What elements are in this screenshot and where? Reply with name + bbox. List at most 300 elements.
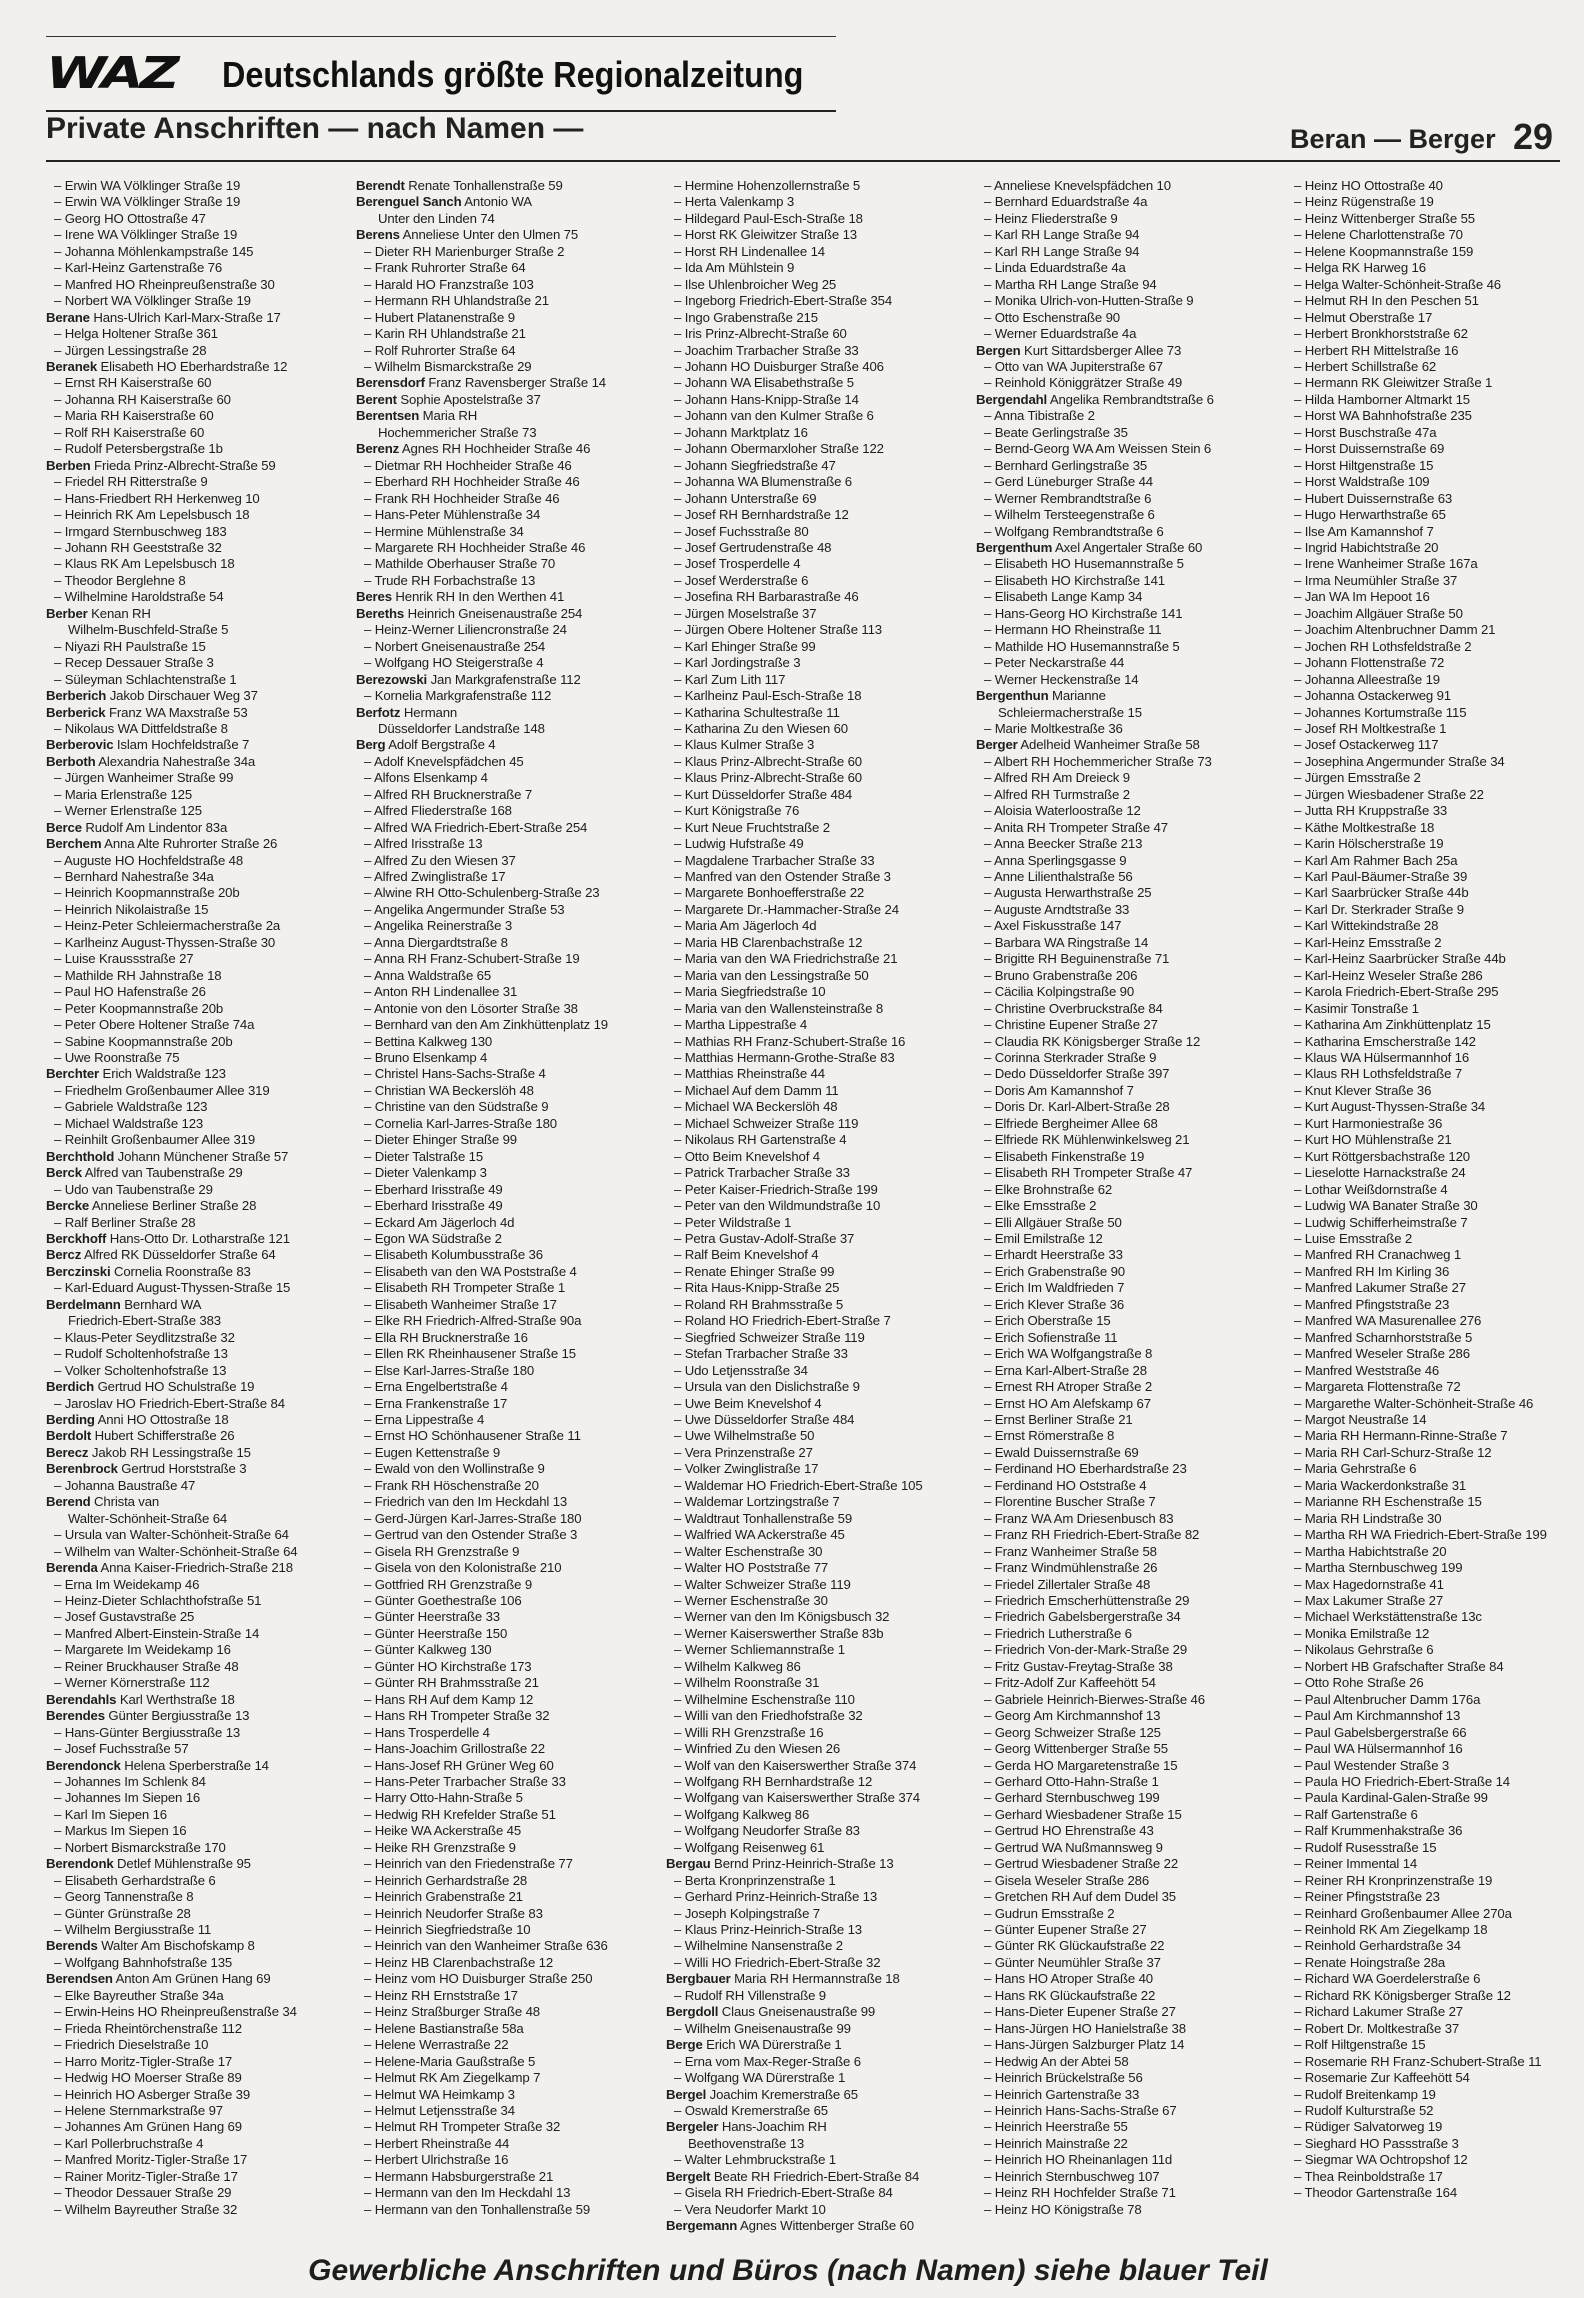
list-item: – Christine Eupener Straße 27: [976, 1017, 1274, 1033]
list-item: – Wolfgang RH Bernhardstraße 12: [666, 1774, 964, 1790]
surname-entry: Berend Christa van: [46, 1494, 160, 1510]
surname-entry: Bercz Alfred RK Düsseldorfer Straße 64: [46, 1247, 276, 1263]
list-item: – Hildegard Paul-Esch-Straße 18: [666, 211, 964, 227]
list-item: – Heinrich Grabenstraße 21: [356, 1889, 654, 1905]
entry-continuation: Wilhelm-Buschfeld-Straße 5: [68, 622, 229, 638]
list-item: – Karl Am Rahmer Bach 25a: [1286, 853, 1584, 869]
surname: Bergdoll: [666, 2004, 719, 2020]
list-item: – Christine Overbruckstraße 84: [976, 1001, 1274, 1017]
list-item: – Jaroslav HO Friedrich-Ebert-Straße 84: [46, 1396, 344, 1412]
list-item: – Gertrud van den Ostender Straße 3: [356, 1527, 654, 1543]
list-item: – Wilhelmine Eschenstraße 110: [666, 1692, 964, 1708]
surname: Bergen: [976, 342, 1021, 358]
surname-entry: Berchter Erich Waldstraße 123: [46, 1066, 226, 1082]
list-item: – Franz Wanheimer Straße 58: [976, 1544, 1274, 1560]
list-item: – Hans-Friedbert RH Herkenweg 10: [46, 491, 344, 507]
footer-note: Gewerbliche Anschriften und Büros (nach Namen) siehe blauer Teil: [308, 2254, 1268, 2287]
list-item: – Willi RH Grenzstraße 16: [666, 1725, 964, 1741]
list-item: – Bruno Elsenkamp 4: [356, 1050, 654, 1066]
list-item: – Walfried WA Ackerstraße 45: [666, 1527, 964, 1543]
list-item: – Gabriele Heinrich-Bierwes-Straße 46: [976, 1692, 1274, 1708]
list-item: – Gretchen RH Auf dem Dudel 35: [976, 1889, 1274, 1905]
surname-entry: Bergdoll Claus Gneisenaustraße 99: [666, 2004, 876, 2020]
list-item: – Werner van den Im Königsbusch 32: [666, 1609, 964, 1625]
list-item: – Christine van den Südstraße 9: [356, 1099, 654, 1115]
list-item: – Ludwig WA Banater Straße 30: [1286, 1198, 1584, 1214]
list-item: – Hermann van den Tonhallenstraße 59: [356, 2202, 654, 2218]
surname-entry: Berezowski Jan Markgrafenstraße 112: [356, 671, 581, 687]
list-item: – Wolfgang Bahnhofstraße 135: [46, 1955, 344, 1971]
list-item: – Süleyman Schlachtenstraße 1: [46, 672, 344, 688]
list-item: – Barbara WA Ringstraße 14: [976, 935, 1274, 951]
list-item: – Helmut Letjensstraße 34: [356, 2103, 654, 2119]
surname-entry: Berberovic Islam Hochfeldstraße 7: [46, 737, 250, 753]
list-item: – Matthias Hermann-Grothe-Straße 83: [666, 1050, 964, 1066]
list-item: – Heinrich Brückelstraße 56: [976, 2070, 1274, 2086]
list-item: – Antonie von den Lösorter Straße 38: [356, 1001, 654, 1017]
surname-entry: Bergelt Beate RH Friedrich-Ebert-Straße 84: [666, 2168, 920, 2184]
list-item: – Manfred Weseler Straße 286: [1286, 1346, 1584, 1362]
list-item: – Horst Hiltgenstraße 15: [1286, 458, 1584, 474]
list-item: – Kurt August-Thyssen-Straße 34: [1286, 1099, 1584, 1115]
list-item: – Hans-Peter Mühlenstraße 34: [356, 507, 654, 523]
surname: Berben: [46, 457, 91, 473]
list-item: – Erna Karl-Albert-Straße 28: [976, 1363, 1274, 1379]
list-item: – Karin RH Uhlandstraße 21: [356, 326, 654, 342]
surname-entry: Berenz Agnes RH Hochheider Straße 46: [356, 441, 591, 457]
list-item: – Emil Emilstraße 12: [976, 1231, 1274, 1247]
list-item: – Ernst Römerstraße 8: [976, 1428, 1274, 1444]
list-item: – Reiner RH Kronprinzenstraße 19: [1286, 1873, 1584, 1889]
list-item: – Gerhard Wiesbadener Straße 15: [976, 1807, 1274, 1823]
list-item: – Theodor Dessauer Straße 29: [46, 2185, 344, 2201]
list-item: – Reinhard Großenbaumer Allee 270a: [1286, 1906, 1584, 1922]
surname: Berge: [666, 2037, 703, 2053]
list-item: – Alwine RH Otto-Schulenberg-Straße 23: [356, 885, 654, 901]
list-item: – Karl Pollerbruchstraße 4: [46, 2136, 344, 2152]
list-item: – Klaus Prinz-Albrecht-Straße 60: [666, 770, 964, 786]
surname: Berendsen: [46, 1971, 113, 1987]
list-item: – Jürgen Emsstraße 2: [1286, 770, 1584, 786]
list-item: – Erwin-Heins HO Rheinpreußenstraße 34: [46, 2004, 344, 2020]
list-item: – Ilse Uhlenbroicher Weg 25: [666, 277, 964, 293]
list-item: – Josefina RH Barbarastraße 46: [666, 589, 964, 605]
list-item: – Erna Frankenstraße 17: [356, 1396, 654, 1412]
list-item: – Uwe Wilhelmstraße 50: [666, 1428, 964, 1444]
list-item: – Cäcilia Kolpingstraße 90: [976, 984, 1274, 1000]
directory-column-3: [666, 178, 964, 2234]
list-item: – Gerhard Sternbuschweg 199: [976, 1790, 1274, 1806]
list-item: – Manfred Moritz-Tigler-Straße 17: [46, 2152, 344, 2168]
surname-entry: Berendes Günter Bergiusstraße 13: [46, 1708, 250, 1724]
list-item: – Heinrich Sternbuschweg 107: [976, 2169, 1274, 2185]
list-item: – Heinz HO Königstraße 78: [976, 2202, 1274, 2218]
list-item: – Helene Werrastraße 22: [356, 2037, 654, 2053]
list-item: – Karl Im Siepen 16: [46, 1807, 344, 1823]
list-item: – Horst Buschstraße 47a: [1286, 425, 1584, 441]
list-item: – Margarethe Walter-Schönheit-Straße 46: [1286, 1396, 1584, 1412]
list-item: – Luise Kraussstraße 27: [46, 951, 344, 967]
list-item: – Harald HO Franzstraße 103: [356, 277, 654, 293]
list-item: – Wilhelm Tersteegenstraße 6: [976, 507, 1274, 523]
list-item: – Peter van den Wildmundstraße 10: [666, 1198, 964, 1214]
list-item: – Peter Koopmannstraße 20b: [46, 1001, 344, 1017]
list-item: – Rolf Hiltgenstraße 15: [1286, 2037, 1584, 2053]
list-item: – Monika Emilstraße 12: [1286, 1626, 1584, 1642]
list-item: – Gisela RH Grenzstraße 9: [356, 1544, 654, 1560]
list-item: – Josef Gertrudenstraße 48: [666, 540, 964, 556]
list-item: – Uwe Beim Knevelshof 4: [666, 1396, 964, 1412]
list-item: – Horst RK Gleiwitzer Straße 13: [666, 227, 964, 243]
list-item: – Elfriede RK Mühlenwinkelsweg 21: [976, 1132, 1274, 1148]
list-item: – Georg HO Ottostraße 47: [46, 211, 344, 227]
list-item: – Hans-Peter Trarbacher Straße 33: [356, 1774, 654, 1790]
list-item: – Helmut RH Trompeter Straße 32: [356, 2119, 654, 2135]
list-item: – Corinna Sterkrader Straße 9: [976, 1050, 1274, 1066]
list-item: – Margarete Bonhoefferstraße 22: [666, 885, 964, 901]
list-item: – Ludwig Hufstraße 49: [666, 836, 964, 852]
list-item: – Egon WA Südstraße 2: [356, 1231, 654, 1247]
directory-column-1: [46, 178, 344, 2218]
list-item: – Ernst HO Schönhausener Straße 11: [356, 1428, 654, 1444]
list-item: – Harry Otto-Hahn-Straße 5: [356, 1790, 654, 1806]
list-item: – Peter Obere Holtener Straße 74a: [46, 1017, 344, 1033]
list-item: – Heinrich Heerstraße 55: [976, 2119, 1274, 2135]
list-item: – Gerhard Otto-Hahn-Straße 1: [976, 1774, 1274, 1790]
list-item: – Angelika Reinerstraße 3: [356, 918, 654, 934]
list-item: – Franz WA Am Driesenbusch 83: [976, 1511, 1274, 1527]
list-item: – Rolf RH Kaiserstraße 60: [46, 425, 344, 441]
list-item: – Hedwig An der Abtei 58: [976, 2054, 1274, 2070]
surname: Bergau: [666, 1856, 711, 1872]
list-item: – Gertrud Wiesbadener Straße 22: [976, 1856, 1274, 1872]
list-item: – Heinrich Koopmannstraße 20b: [46, 885, 344, 901]
list-item: – Katharina Emscherstraße 142: [1286, 1034, 1584, 1050]
list-item: – Anne Lilienthalstraße 56: [976, 869, 1274, 885]
surname-entry: Berensdorf Franz Ravensberger Straße 14: [356, 375, 606, 391]
list-item: – Alfred RH Turmstraße 2: [976, 787, 1274, 803]
list-item: – Helmut WA Heimkamp 3: [356, 2087, 654, 2103]
list-item: – Wilhelmine Nansenstraße 2: [666, 1938, 964, 1954]
list-item: – Bernhard van den Am Zinkhüttenplatz 19: [356, 1017, 654, 1033]
list-item: – Heinz-Dieter Schlachthofstraße 51: [46, 1593, 344, 1609]
list-item: – Erna Engelbertstraße 4: [356, 1379, 654, 1395]
surname-entry: Berding Anni HO Ottostraße 18: [46, 1411, 229, 1427]
list-item: – Erich WA Wolfgangstraße 8: [976, 1346, 1274, 1362]
list-item: – Max Hagedornstraße 41: [1286, 1577, 1584, 1593]
list-item: – Maria Siegfriedstraße 10: [666, 984, 964, 1000]
list-item: – Klaus RH Lothsfeldstraße 7: [1286, 1066, 1584, 1082]
list-item: – Hans-Joachim Grillostraße 22: [356, 1741, 654, 1757]
surname-entry: Berben Frieda Prinz-Albrecht-Straße 59: [46, 457, 276, 473]
list-item: – Hans-Jürgen Salzburger Platz 14: [976, 2037, 1274, 2053]
surname: Berend: [46, 1494, 91, 1510]
list-item: – Helene-Maria Gaußstraße 5: [356, 2054, 654, 2070]
list-item: – Karl-Heinz Weseler Straße 286: [1286, 968, 1584, 984]
list-item: – Wolfgang Reisenweg 61: [666, 1840, 964, 1856]
surname-entry: Berberick Franz WA Maxstraße 53: [46, 704, 248, 720]
surname: Berentsen: [356, 408, 420, 424]
surname: Berg: [356, 737, 386, 753]
list-item: – Knut Klever Straße 36: [1286, 1083, 1584, 1099]
surname: Berber: [46, 605, 88, 621]
list-item: – Martha Lippestraße 4: [666, 1017, 964, 1033]
list-item: – Karlheinz August-Thyssen-Straße 30: [46, 935, 344, 951]
list-item: – Kurt HO Mühlenstraße 21: [1286, 1132, 1584, 1148]
list-item: – Hermine Hohenzollernstraße 5: [666, 178, 964, 194]
list-item: – Erich Oberstraße 15: [976, 1313, 1274, 1329]
list-item: – Dieter Talstraße 15: [356, 1149, 654, 1165]
list-item: – Friedrich Gabelsbergerstraße 34: [976, 1609, 1274, 1625]
surname-entry: Berchem Anna Alte Ruhrorter Straße 26: [46, 836, 278, 852]
list-item: – Ilse Am Kamannshof 7: [1286, 524, 1584, 540]
list-item: – Maria Wackerdonkstraße 31: [1286, 1478, 1584, 1494]
list-item: – Alfred Zu den Wiesen 37: [356, 853, 654, 869]
list-item: – Heinrich van den Wanheimer Straße 636: [356, 1938, 654, 1954]
list-item: – Maria Gehrstraße 6: [1286, 1461, 1584, 1477]
list-item: – Walter Eschenstraße 30: [666, 1544, 964, 1560]
list-item: – Gerhard Prinz-Heinrich-Straße 13: [666, 1889, 964, 1905]
list-item: – Paul Westender Straße 3: [1286, 1758, 1584, 1774]
list-item: – Günter Heerstraße 150: [356, 1626, 654, 1642]
list-item: – Elisabeth HO Husemannstraße 5: [976, 556, 1274, 572]
list-item: – Renate Ehinger Straße 99: [666, 1264, 964, 1280]
surname: Berendahls: [46, 1691, 117, 1707]
list-item: – Günter RK Glückaufstraße 22: [976, 1938, 1274, 1954]
list-item: – Joachim Allgäuer Straße 50: [1286, 606, 1584, 622]
surname: Berendonk: [46, 1856, 114, 1872]
list-item: – Harro Moritz-Tigler-Straße 17: [46, 2054, 344, 2070]
surname-entry: Berge Erich WA Dürerstraße 1: [666, 2037, 842, 2053]
list-item: – Johann Obermarxloher Straße 122: [666, 441, 964, 457]
list-item: – Markus Im Siepen 16: [46, 1823, 344, 1839]
list-item: – Werner Eduardstraße 4a: [976, 326, 1274, 342]
entry-continuation: Düsseldorfer Landstraße 148: [378, 720, 545, 736]
list-item: – Stefan Trarbacher Straße 33: [666, 1346, 964, 1362]
list-item: – Heinrich Hans-Sachs-Straße 67: [976, 2103, 1274, 2119]
list-item: – Elke Bayreuther Straße 34a: [46, 1988, 344, 2004]
list-item: – Margot Neustraße 14: [1286, 1412, 1584, 1428]
list-item: – Oswald Kremerstraße 65: [666, 2103, 964, 2119]
list-item: – Klaus Prinz-Albrecht-Straße 60: [666, 754, 964, 770]
list-item: – Manfred RH Im Kirling 36: [1286, 1264, 1584, 1280]
list-item: – Irmgard Sternbuschweg 183: [46, 524, 344, 540]
list-item: – Florentine Buscher Straße 7: [976, 1494, 1274, 1510]
list-item: – Maria van den Wallensteinstraße 8: [666, 1001, 964, 1017]
list-item: – Bernhard Eduardstraße 4a: [976, 194, 1274, 210]
list-item: – Irene Wanheimer Straße 167a: [1286, 556, 1584, 572]
list-item: – Uwe Roonstraße 75: [46, 1050, 344, 1066]
list-item: – Udo van Taubenstraße 29: [46, 1182, 344, 1198]
list-item: – Christel Hans-Sachs-Straße 4: [356, 1066, 654, 1082]
list-item: – Roland RH Brahmsstraße 5: [666, 1297, 964, 1313]
list-item: – Kurt Neue Fruchtstraße 2: [666, 820, 964, 836]
list-item: – Elke RH Friedrich-Alfred-Straße 90a: [356, 1313, 654, 1329]
list-item: – Hilda Hamborner Altmarkt 15: [1286, 392, 1584, 408]
list-item: – Manfred Weststraße 46: [1286, 1363, 1584, 1379]
list-item: – Luise Emsstraße 2: [1286, 1231, 1584, 1247]
list-item: – Johanna WA Blumenstraße 6: [666, 474, 964, 490]
list-item: – Irene WA Völklinger Straße 19: [46, 227, 344, 243]
surname-entry: Berchthold Johann Münchener Straße 57: [46, 1148, 289, 1164]
list-item: – Herbert RH Mittelstraße 16: [1286, 343, 1584, 359]
list-item: – Werner Heckenstraße 14: [976, 672, 1274, 688]
list-item: – Wilhelmine Haroldstraße 54: [46, 589, 344, 605]
list-item: – Berta Kronprinzenstraße 1: [666, 1873, 964, 1889]
list-item: – Erich Grabenstraße 90: [976, 1264, 1274, 1280]
list-item: – Karola Friedrich-Ebert-Straße 295: [1286, 984, 1584, 1000]
list-item: – Georg Wittenberger Straße 55: [976, 1741, 1274, 1757]
entry-continuation: Hochemmericher Straße 73: [378, 424, 537, 440]
list-item: – Hedwig HO Moerser Straße 89: [46, 2070, 344, 2086]
list-item: – Ursula van Walter-Schönheit-Straße 64: [46, 1527, 344, 1543]
list-item: – Johanna RH Kaiserstraße 60: [46, 392, 344, 408]
list-item: – Maria Am Jägerloch 4d: [666, 918, 964, 934]
list-item: – Ernest RH Atroper Straße 2: [976, 1379, 1274, 1395]
list-item: – Reinhold RK Am Ziegelkamp 18: [1286, 1922, 1584, 1938]
surname: Berberick: [46, 704, 106, 720]
list-item: – Alfred Zwinglistraße 17: [356, 869, 654, 885]
list-item: – Alfons Elsenkamp 4: [356, 770, 654, 786]
list-item: – Dieter Valenkamp 3: [356, 1165, 654, 1181]
surname: Bergeler: [666, 2119, 719, 2135]
list-item: – Otto van WA Jupiterstraße 67: [976, 359, 1274, 375]
waz-logo: WAZ: [46, 48, 176, 99]
list-item: – Hans Trosperdelle 4: [356, 1725, 654, 1741]
list-item: – Jürgen Moselstraße 37: [666, 606, 964, 622]
list-item: – Josephina Angermunder Straße 34: [1286, 754, 1584, 770]
list-item: – Friedrich Emscherhüttenstraße 29: [976, 1593, 1274, 1609]
list-item: – Josef Gustavstraße 25: [46, 1609, 344, 1625]
list-item: – Heinrich Gerhardstraße 28: [356, 1873, 654, 1889]
surname: Berecz: [46, 1444, 89, 1460]
list-item: – Jan WA Im Hepoot 16: [1286, 589, 1584, 605]
list-item: – Franz Windmühlenstraße 26: [976, 1560, 1274, 1576]
list-item: – Marianne RH Eschenstraße 15: [1286, 1494, 1584, 1510]
list-item: – Volker Zwinglistraße 17: [666, 1461, 964, 1477]
list-item: – Johannes Im Schlenk 84: [46, 1774, 344, 1790]
list-item: – Helene Koopmannstraße 159: [1286, 244, 1584, 260]
surname-entry: Berber Kenan RH: [46, 605, 151, 621]
list-item: – Reiner Pfingststraße 23: [1286, 1889, 1584, 1905]
list-item: – Willi van den Friedhofstraße 32: [666, 1708, 964, 1724]
list-item: – Hans-Günter Bergiusstraße 13: [46, 1725, 344, 1741]
list-item: – Frank RH Höschenstraße 20: [356, 1478, 654, 1494]
list-item: – Herta Valenkamp 3: [666, 194, 964, 210]
list-item: – Karl-Eduard August-Thyssen-Straße 15: [46, 1280, 344, 1296]
list-item: – Manfred van den Ostender Straße 3: [666, 869, 964, 885]
list-item: – Helmut RK Am Ziegelkamp 7: [356, 2070, 654, 2086]
list-item: – Joachim Trarbacher Straße 33: [666, 343, 964, 359]
surname: Beranek: [46, 358, 97, 374]
surname-entry: Beres Henrik RH In den Werthen 41: [356, 589, 565, 605]
list-item: – Jürgen Obere Holtener Straße 113: [666, 622, 964, 638]
list-item: – Rudolf Breitenkamp 19: [1286, 2087, 1584, 2103]
surname-entry: Berendonk Detlef Mühlenstraße 95: [46, 1856, 251, 1872]
entry-continuation: Unter den Linden 74: [378, 210, 495, 226]
list-item: – Hermann Habsburgerstraße 21: [356, 2169, 654, 2185]
list-item: – Günter Goethestraße 106: [356, 1593, 654, 1609]
list-item: – Anna Beecker Straße 213: [976, 836, 1274, 852]
list-item: – Kurt Königstraße 76: [666, 803, 964, 819]
list-item: – Erich Klever Straße 36: [976, 1297, 1274, 1313]
list-item: – Erna vom Max-Reger-Straße 6: [666, 2054, 964, 2070]
list-item: – Bernd-Georg WA Am Weissen Stein 6: [976, 441, 1274, 457]
list-item: – Werner Eschenstraße 30: [666, 1593, 964, 1609]
list-item: – Nikolaus WA Dittfeldstraße 8: [46, 721, 344, 737]
surname: Berdolt: [46, 1428, 92, 1444]
list-item: – Adolf Knevelspfädchen 45: [356, 754, 654, 770]
list-item: – Manfred Lakumer Straße 27: [1286, 1280, 1584, 1296]
list-item: – Werner Körnerstraße 112: [46, 1675, 344, 1691]
section-subtitle: Private Anschriften — nach Namen —: [46, 112, 584, 145]
list-item: – Eugen Kettenstraße 9: [356, 1445, 654, 1461]
list-item: – Norbert WA Völklinger Straße 19: [46, 293, 344, 309]
list-item: – Otto Eschenstraße 90: [976, 310, 1274, 326]
list-item: – Thea Reinboldstraße 17: [1286, 2169, 1584, 2185]
list-item: – Max Lakumer Straße 27: [1286, 1593, 1584, 1609]
surname: Berenbrock: [46, 1461, 118, 1477]
list-item: – Elisabeth Finkenstraße 19: [976, 1149, 1274, 1165]
list-item: – Paula Kardinal-Galen-Straße 99: [1286, 1790, 1584, 1806]
list-item: – Richard RK Königsberger Straße 12: [1286, 1988, 1584, 2004]
tagline: Deutschlands größte Regionalzeitung: [222, 54, 804, 95]
list-item: – Wolfgang Neudorfer Straße 83: [666, 1823, 964, 1839]
list-item: – Erich Sofienstraße 11: [976, 1330, 1274, 1346]
list-item: – Elisabeth Kolumbusstraße 36: [356, 1247, 654, 1263]
list-item: – Wilhelm van Walter-Schönheit-Straße 64: [46, 1544, 344, 1560]
surname: Bergendahl: [976, 391, 1048, 407]
entry-continuation: Friedrich-Ebert-Straße 383: [68, 1313, 221, 1329]
list-item: – Joachim Altenbruchner Damm 21: [1286, 622, 1584, 638]
list-item: – Friedel Zillertaler Straße 48: [976, 1577, 1274, 1593]
list-item: – Martha RH WA Friedrich-Ebert-Straße 199: [1286, 1527, 1584, 1543]
surname-entry: Bergel Joachim Kremerstraße 65: [666, 2086, 858, 2102]
list-item: – Wolfgang HO Steigerstraße 4: [356, 655, 654, 671]
surname-entry: Berane Hans-Ulrich Karl-Marx-Straße 17: [46, 309, 281, 325]
list-item: – Elisabeth HO Kirchstraße 141: [976, 573, 1274, 589]
list-item: – Anna Sperlingsgasse 9: [976, 853, 1274, 869]
surname-entry: Berecz Jakob RH Lessingstraße 15: [46, 1444, 251, 1460]
list-item: – Ewald Duissernstraße 69: [976, 1445, 1274, 1461]
list-item: – Heinz vom HO Duisburger Straße 250: [356, 1971, 654, 1987]
list-item: – Klaus Prinz-Heinrich-Straße 13: [666, 1922, 964, 1938]
list-item: – Eckard Am Jägerloch 4d: [356, 1215, 654, 1231]
list-item: – Karl-Heinz Gartenstraße 76: [46, 260, 344, 276]
header-rule: [46, 160, 1560, 162]
list-item: – Otto Rohe Straße 26: [1286, 1675, 1584, 1691]
list-item: – Brigitte RH Beguinenstraße 71: [976, 951, 1274, 967]
surname: Beres: [356, 589, 392, 605]
list-item: – Anton RH Lindenallee 31: [356, 984, 654, 1000]
list-item: – Johann Hans-Knipp-Straße 14: [666, 392, 964, 408]
directory-column-4: [976, 178, 1274, 2218]
list-item: – Erwin WA Völklinger Straße 19: [46, 178, 344, 194]
list-item: – Ursula van den Dislichstraße 9: [666, 1379, 964, 1395]
list-item: – Wolfgang WA Dürerstraße 1: [666, 2070, 964, 2086]
surname: Bergelt: [666, 2168, 711, 2184]
list-item: – Eberhard Irisstraße 49: [356, 1198, 654, 1214]
list-item: – Marie Moltkestraße 36: [976, 721, 1274, 737]
list-item: – Ralf Krummenhakstraße 36: [1286, 1823, 1584, 1839]
surname-entry: Bergemann Agnes Wittenberger Straße 60: [666, 2218, 914, 2234]
list-item: – Johanna Möhlenkampstraße 145: [46, 244, 344, 260]
surname: Berenz: [356, 441, 400, 457]
list-item: – Gottfried RH Grenzstraße 9: [356, 1577, 654, 1593]
surname-entry: Berdolt Hubert Schifferstraße 26: [46, 1428, 235, 1444]
list-item: – Heinrich HO Rheinanlagen 11d: [976, 2152, 1274, 2168]
list-item: – Angelika Angermunder Straße 53: [356, 902, 654, 918]
